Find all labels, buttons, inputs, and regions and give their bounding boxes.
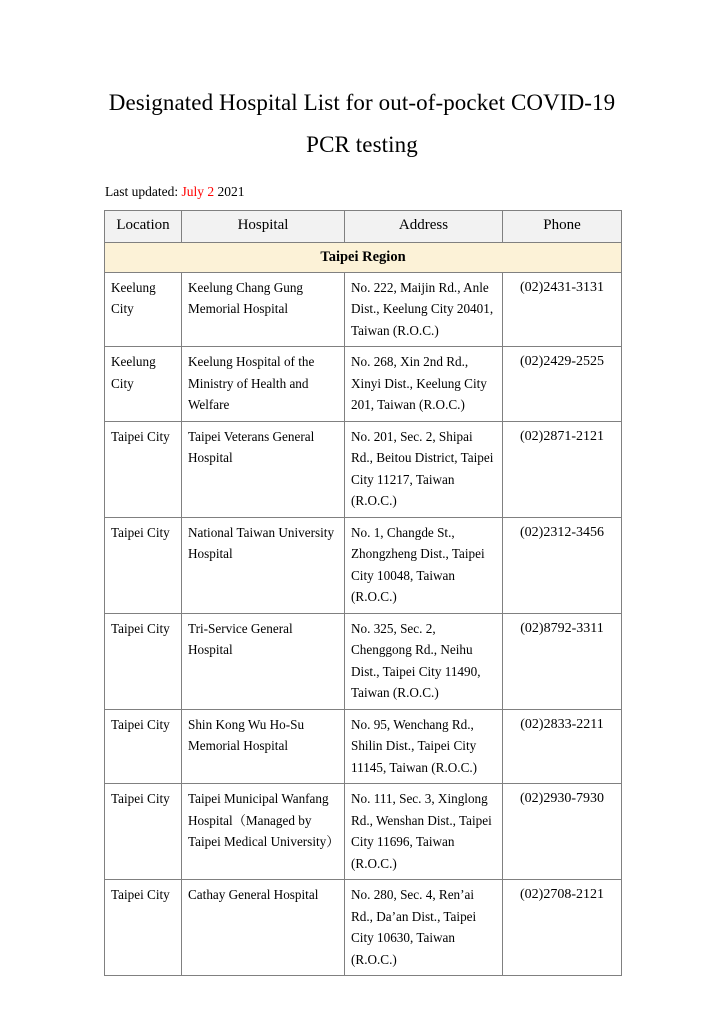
cell-phone: (02)2833-2211: [503, 709, 622, 784]
cell-location: Taipei City: [105, 613, 182, 709]
cell-hospital: Tri-Service General Hospital: [182, 613, 345, 709]
cell-phone: (02)2708-2121: [503, 880, 622, 976]
table-row: [105, 709, 622, 784]
cell-location: Keelung City: [105, 272, 182, 347]
cell-hospital: Taipei Municipal Wanfang Hospital（Managed by Taipei Medical University）: [182, 784, 345, 880]
cell-hospital: National Taiwan University Hospital: [182, 517, 345, 613]
cell-address: No. 1, Changde St., Zhongzheng Dist., Taipei City 10048, Taiwan (R.O.C.): [345, 517, 503, 613]
column-header-hospital: Hospital: [182, 211, 345, 243]
last-updated-label: Last updated:: [105, 184, 179, 199]
table-body: [105, 242, 622, 976]
table-row: [105, 347, 622, 422]
page-title: [0, 82, 724, 166]
cell-hospital: Keelung Chang Gung Memorial Hospital: [182, 272, 345, 347]
hospital-table: [104, 210, 622, 976]
cell-address: No. 95, Wenchang Rd., Shilin Dist., Taipei City 11145, Taiwan (R.O.C.): [345, 709, 503, 784]
table-row: [105, 517, 622, 613]
page-title-line-1: Designated Hospital List for out-of-pocket COVID-19: [108, 90, 616, 115]
last-updated-date: July 2: [181, 184, 215, 199]
cell-location: Taipei City: [105, 517, 182, 613]
title-block: [0, 0, 724, 166]
page-title-line-2: PCR testing: [306, 132, 418, 157]
cell-location: Keelung City: [105, 347, 182, 422]
hospital-table-container: [0, 200, 724, 976]
table-row: [105, 272, 622, 347]
table-header-row: [105, 211, 622, 243]
column-header-phone: Phone: [503, 211, 622, 243]
cell-address: No. 325, Sec. 2, Chenggong Rd., Neihu Dist., Taipei City 11490, Taiwan (R.O.C.): [345, 613, 503, 709]
cell-location: Taipei City: [105, 784, 182, 880]
table-row: [105, 421, 622, 517]
table-header: [105, 211, 622, 243]
table-row: [105, 784, 622, 880]
table-row: [105, 613, 622, 709]
column-header-address: Address: [345, 211, 503, 243]
cell-location: Taipei City: [105, 709, 182, 784]
cell-phone: (02)2871-2121: [503, 421, 622, 517]
last-updated-year: 2021: [217, 184, 245, 199]
column-header-location: Location: [105, 211, 182, 243]
cell-address: No. 222, Maijin Rd., Anle Dist., Keelung City 20401, Taiwan (R.O.C.): [345, 272, 503, 347]
cell-phone: (02)2429-2525: [503, 347, 622, 422]
cell-phone: (02)2930-7930: [503, 784, 622, 880]
cell-address: No. 280, Sec. 4, Ren’ai Rd., Da’an Dist., Taipei City 10630, Taiwan (R.O.C.): [345, 880, 503, 976]
cell-phone: (02)2312-3456: [503, 517, 622, 613]
cell-location: Taipei City: [105, 421, 182, 517]
cell-address: No. 268, Xin 2nd Rd., Xinyi Dist., Keelung City 201, Taiwan (R.O.C.): [345, 347, 503, 422]
cell-address: No. 111, Sec. 3, Xinglong Rd., Wenshan Dist., Taipei City 11696, Taiwan (R.O.C.): [345, 784, 503, 880]
region-label: Taipei Region: [105, 242, 622, 272]
cell-phone: (02)8792-3311: [503, 613, 622, 709]
cell-hospital: Shin Kong Wu Ho-Su Memorial Hospital: [182, 709, 345, 784]
region-section-row: [105, 242, 622, 272]
cell-hospital: Taipei Veterans General Hospital: [182, 421, 345, 517]
cell-address: No. 201, Sec. 2, Shipai Rd., Beitou District, Taipei City 11217, Taiwan (R.O.C.): [345, 421, 503, 517]
cell-hospital: Cathay General Hospital: [182, 880, 345, 976]
table-row: [105, 880, 622, 976]
cell-location: Taipei City: [105, 880, 182, 976]
cell-hospital: Keelung Hospital of the Ministry of Health and Welfare: [182, 347, 345, 422]
cell-phone: (02)2431-3131: [503, 272, 622, 347]
last-updated-line: [0, 166, 724, 200]
